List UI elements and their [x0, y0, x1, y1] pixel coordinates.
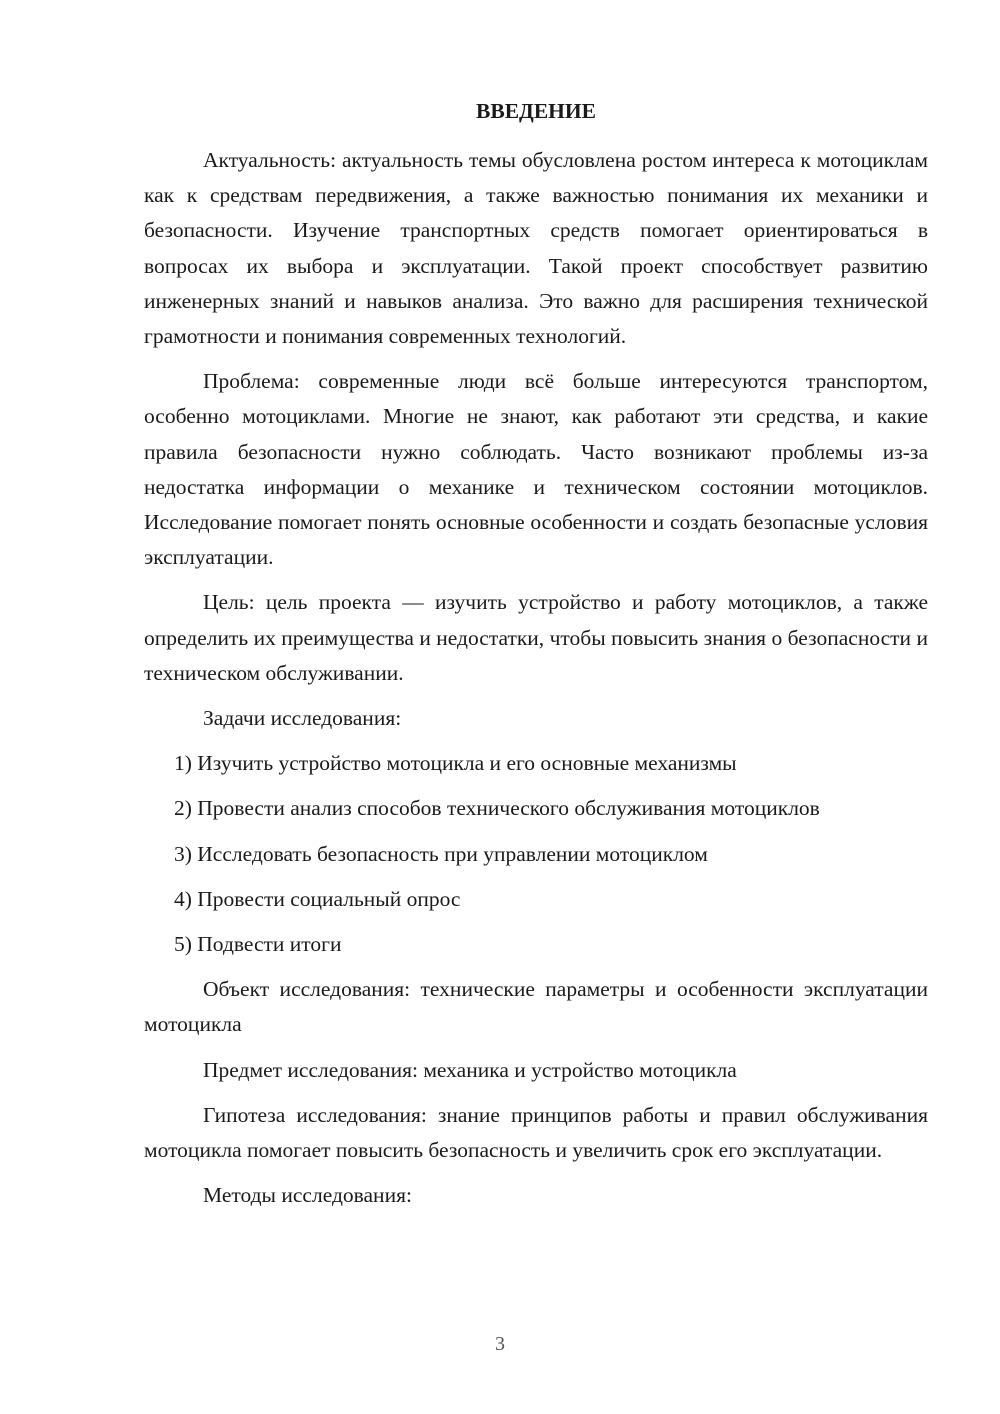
tasks-list: [144, 746, 928, 962]
document-body: [144, 143, 928, 1213]
hypothesis-paragraph: Гипотеза исследования: знание принципов работы и правил обслуживания мотоцикла помогает повысить безопасность и увеличить срок его эксплуатации.: [144, 1102, 928, 1163]
list-item: 4) Провести социальный опрос: [174, 886, 461, 911]
section-title: ВВЕДЕНИЕ: [476, 99, 596, 123]
tasks-heading: Задачи исследования:: [203, 706, 402, 731]
goal-paragraph: Цель: цель проекта — изучить устройство и работу мотоциклов, а также определить их преимущества и недостатки, чтобы повысить знания о безопасности и техническом обслуживании.: [144, 590, 928, 685]
problem-paragraph: Проблема: современные люди всё больше интересуются транспортом, особенно мотоциклами. Многие не знают, как работают эти средства, и какие правила безопасности нужно соблюдать. Часто возникают проблемы из-за недостатка информации о механике и техническом состоянии мотоциклов. Исследование помогает понять основные особенности и создать безопасные условия эксплуатации.: [144, 369, 928, 570]
list-item: 3) Исследовать безопасность при управлении мотоциклом: [174, 841, 708, 866]
object-paragraph: Объект исследования: технические параметры и особенности эксплуатации мотоцикла: [144, 977, 928, 1037]
list-item: 1) Изучить устройство мотоцикла и его основные механизмы: [174, 751, 737, 776]
methods-heading: Методы исследования:: [203, 1183, 412, 1208]
page-number: 3: [495, 1333, 505, 1355]
relevance-paragraph: Актуальность: актуальность темы обусловлена ростом интереса к мотоциклам как к средствам передвижения, а также важностью понимания их механики и безопасности. Изучение транспортных средств помогает ориентироваться в вопросах их выбора и эксплуатации. Такой проект способствует развитию инженерных знаний и навыков анализа. Это важно для расширения технической грамотности и понимания современных технологий.: [144, 148, 928, 349]
subject-paragraph: Предмет исследования: механика и устройство мотоцикла: [203, 1057, 737, 1082]
list-item: 2) Провести анализ способов технического обслуживания мотоциклов: [174, 796, 820, 821]
list-item: 5) Подвести итоги: [174, 932, 342, 957]
